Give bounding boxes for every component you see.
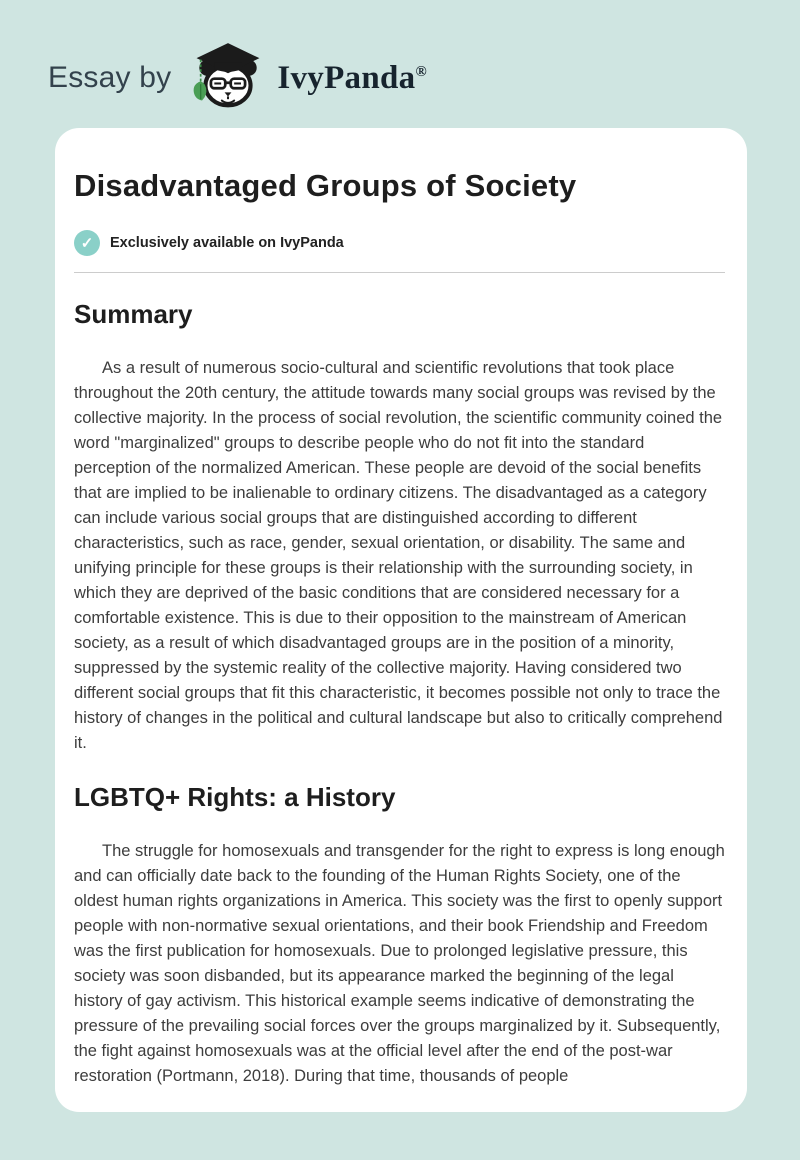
paragraph: The struggle for homosexuals and transgender for the right to express is long enough and can officially date back to the founding of the Human Rights Society, one of the oldest human rights organizations in America. This society was the first to openly support people with non-normative sexual orientations, and their book Friendship and Freedom was the first publication for homosexuals. Due to prolonged legislative pressure, this society was soon disbanded, but its appearance marked the beginning of the legal history of gay activism. This historical example seems indicative of demonstrating the pressure of the prevailing social forces over the groups marginalized by it. Subsequently, the fight against homosexuals was at the official level after the end of the post-war restoration (Portmann, 2018). During that time, thousands of people (74, 842, 725, 1085)
ivypanda-logo (187, 40, 427, 116)
section-heading-summary: Summary (74, 299, 193, 329)
essay-by-label: Essay by (48, 61, 172, 94)
badge-label: Exclusively available on IvyPanda (110, 235, 344, 251)
check-icon: ✓ (74, 230, 100, 256)
page-title: Disadvantaged Groups of Society (74, 168, 577, 203)
registered-mark: ® (415, 63, 427, 80)
section-summary (74, 299, 725, 756)
divider (74, 272, 725, 273)
exclusive-badge (74, 230, 725, 256)
section-lgbtq-rights-history (74, 782, 725, 1089)
essay-card (55, 128, 747, 1112)
graduate-panda-icon (187, 40, 269, 116)
brand-name: IvyPanda® (277, 59, 427, 96)
paragraph: As a result of numerous socio-cultural and scientific revolutions that took place throughout the 20th century, the attitude towards many social groups was revised by the collective majority. In the process of social revolution, the scientific community coined the word "marginalized" groups to describe people who do not fit into the standard perception of the normalized American. These people are devoid of the social benefits that are implied to be inalienable to ordinary citizens. The disadvantaged as a category can include various social groups that are distinguished according to different characteristics, such as race, gender, sexual orientation, or disability. The same and unifying principle for these groups is their relationship with the surrounding society, in which they are deprived of the basic conditions that are considered necessary for a comfortable existence. This is due to their opposition to the mainstream of American society, as a result of which disadvantaged groups are in the position of a minority, suppressed by the systemic reality of the collective majority. Having considered two different social groups that fit this characteristic, it becomes possible not only to trace the history of changes in the political and cultural landscape but also to critically comprehend it. (74, 359, 723, 752)
section-heading-lgbtq: LGBTQ+ Rights: a History (74, 782, 396, 812)
page-header (0, 0, 800, 122)
